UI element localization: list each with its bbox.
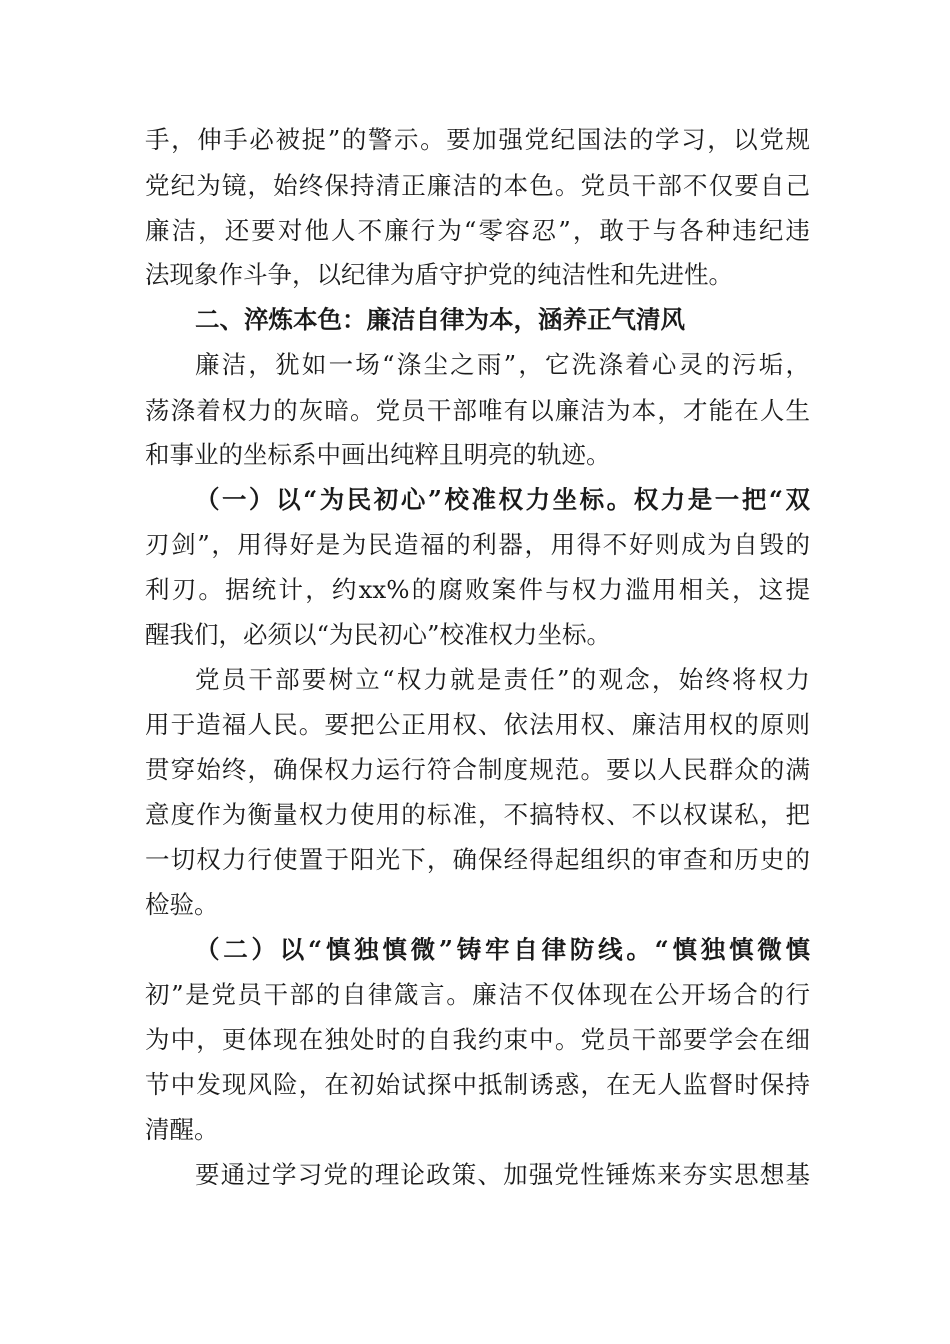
text-line: 醒我们，必须以“为民初心”校准权力坐标。 [145, 620, 612, 649]
text-line: 刃剑”，用得好是为民造福的利器，用得不好则成为自毁的 [145, 530, 810, 559]
text-line: 荡涤着权力的灰暗。党员干部唯有以廉洁为本，才能在人生 [145, 396, 810, 425]
text-line: 节中发现风险，在初始试探中抵制诱惑，在无人监督时保持 [145, 1070, 810, 1099]
text-line: 贯穿始终，确保权力运行符合制度规范。要以人民群众的满 [145, 755, 810, 784]
text-line: 要通过学习党的理论政策、加强党性锤炼来夯实思想基 [195, 1160, 810, 1189]
subsection-heading-line: （一）以“为民初心”校准权力坐标。权力是一把“双 [195, 485, 810, 514]
text-line: 为中，更体现在独处时的自我约束中。党员干部要学会在细 [145, 1025, 810, 1054]
text-line: 廉洁，犹如一场“涤尘之雨”，它洗涤着心灵的污垢， [195, 350, 810, 379]
text-line: 和事业的坐标系中画出纯粹且明亮的轨迹。 [145, 440, 611, 469]
text-line: 初”是党员干部的自律箴言。廉洁不仅体现在公开场合的行 [145, 980, 810, 1009]
text-line: 手，伸手必被捉”的警示。要加强党纪国法的学习，以党规 [145, 125, 810, 154]
text-line: 清醒。 [145, 1115, 219, 1144]
text-line: 法现象作斗争，以纪律为盾守护党的纯洁性和先进性。 [145, 260, 733, 289]
text-line: 利刃。据统计，约xx%的腐败案件与权力滥用相关，这提 [145, 575, 810, 604]
text-line: 意度作为衡量权力使用的标准，不搞特权、不以权谋私，把 [145, 800, 810, 829]
section-heading: 二、淬炼本色：廉洁自律为本，涵养正气清风 [195, 305, 685, 334]
text-line: 检验。 [145, 890, 219, 919]
subsection-heading-line: （二）以“慎独慎微”铸牢自律防线。“慎独慎微慎 [195, 935, 810, 964]
text-line: 党员干部要树立“权力就是责任”的观念，始终将权力 [195, 665, 810, 694]
text-line: 党纪为镜，始终保持清正廉洁的本色。党员干部不仅要自己 [145, 171, 810, 200]
text-line: 用于造福人民。要把公正用权、依法用权、廉洁用权的原则 [145, 710, 810, 739]
text-line: 廉洁，还要对他人不廉行为“零容忍”，敢于与各种违纪违 [145, 216, 810, 245]
text-line: 一切权力行使置于阳光下，确保经得起组织的审查和历史的 [145, 845, 810, 874]
